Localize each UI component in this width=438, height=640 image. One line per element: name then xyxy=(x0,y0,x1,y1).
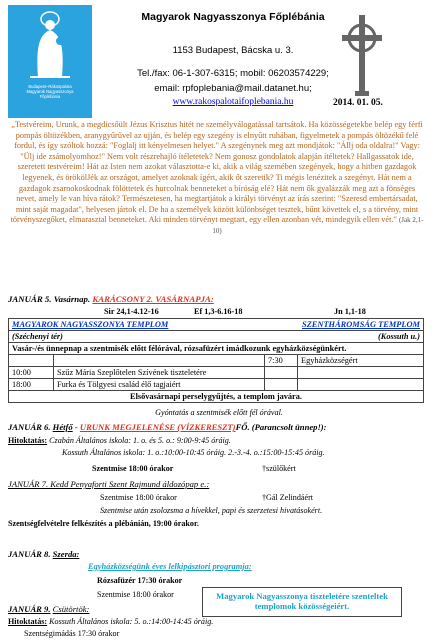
empty-cell xyxy=(54,355,265,367)
parish-email: email: rpfoplebania@mail.datanet.hu; xyxy=(154,83,312,94)
quote-reference: (Jak 2,1-10) xyxy=(212,216,424,235)
program-box: Magyarok Nagyasszonya tiszteletére szenteltek templomok közösségeiért. xyxy=(202,587,402,617)
monday-date: JANUÁR 6. xyxy=(8,422,51,432)
empty-cell xyxy=(298,379,424,391)
tuesday-mass-intention: †Gál Zelindáért xyxy=(262,493,314,502)
thursday-catechism xyxy=(8,617,213,626)
quote-text: „Testvéreim, Urunk, a megdicsőült Jézus Krisztus hitét ne személyválogatással tartsátok. Ha közösségetekbe belép egy férfi pompás öltözékben, aranygyűrűvel az ujján, és belép egy szegény is elnyűtt ruhában, figyelmetek a pompás öltözékű felé fordul, és így szóltok hozzá: "Foglalj itt kényelmesen helyet." A szegénynek meg azt mondjátok: "Állj oda oldalra!" Vagy: "Ülj ide zsámolyomhoz!" Nem volt részrehajló ítéletetek? Nem gonosz gondolatok alapján ítéltetek? Hallgassatok ide, szeretett testvéreim! Hát az Isten nem azokat választotta-e ki, akik a világ szemében szegények, hogy a hitben gazdagok legyenek, és örökölJék az országot, amelyet azoknak ígért, akik őt szeretik? Ti mégis lenézitek a szegényt. Hát nem a gazdagok zsarnokoskodnak fölöttetek és hurcolnak benneteket a bíróság elé? Hát nem ők gyalázzák meg azt a fönséges nevet, amely le van híva rátok? Természetesen, ha megtartjátok a királyi törvényt az írás szerint: "Szeresd embertársadat, mint saját magadat", helyesen jártok el. De ha a személyek között különbséget tesztek, bűnt követtek el, s a törvény, mint törvényszegőket, elmarasztal benneteket. Aki minden törvényt megtart, egy ellen azonban vét, mindegyik ellen vét." xyxy=(10,120,423,225)
logo-caption-line: Főplébánia xyxy=(39,94,61,100)
scripture-quote xyxy=(8,120,426,237)
catechism-line: Kossuth Általános iskola: 1. o.:10:00-10:45 óráig. 2.-3.-4. o.:15:00-15:45 óráig. xyxy=(62,448,325,457)
mass-time: 7:30 xyxy=(265,355,298,367)
table-row xyxy=(9,355,424,367)
reading-2: Ef 1,3-6.16-18 xyxy=(194,307,243,316)
tuesday-feast: JANUÁR 7. Kedd Penyaforti Szent Rajmund áldozópap e.: xyxy=(8,479,210,489)
bulletin-date: 2014. 01. 05. xyxy=(333,98,383,108)
mass-time: 10:00 xyxy=(9,367,54,379)
tuesday-heading xyxy=(8,479,209,489)
rosary-notice: Vasár-/és ünnepnap a szentmisék előtt félórával, rózsafüzért imádkozunk egyházközségünkért. xyxy=(9,343,424,355)
logo-caption xyxy=(10,84,90,100)
tuesday-vespers: Szentmise után zsolozsma a hívekkel, papi és szerzetesi hivatásokért. xyxy=(100,506,323,515)
logo-caption-line: Budapest–Rákospalota xyxy=(28,84,72,89)
parish-title: Magyarok Nagyasszonya Főplébánia xyxy=(141,11,325,23)
catechism-line: Kossuth Általános iskola: 5. o.:14:00-14:45 óráig. xyxy=(49,617,214,626)
madonna-icon xyxy=(8,5,92,85)
mass-intention: Furka és Tölgyesi család élő tagjaiért xyxy=(54,379,265,391)
parish-logo xyxy=(8,5,92,118)
empty-cell xyxy=(265,379,298,391)
parish-address: 1153 Budapest, Bácska u. 3. xyxy=(172,45,294,56)
table-row xyxy=(9,391,424,403)
celtic-cross-icon xyxy=(338,13,386,98)
empty-cell xyxy=(298,367,424,379)
monday-heading: JANUÁR 6. Hétfő - URUNK MEGJELENÉSE (VÍZKERESZT)FŐ. (Parancsolt ünnep!): xyxy=(8,422,327,432)
collection-notice: Elsővasárnapi perselygyűjtés, a templom javára. xyxy=(9,391,424,403)
table-row xyxy=(9,343,424,355)
wednesday-day: Szerda: xyxy=(52,549,80,559)
tuesday-mass: Szentmise 18:00 órakor xyxy=(100,493,177,502)
wednesday-rosary: Rózsafüzér 17:30 órakor xyxy=(97,576,183,585)
church2-cell xyxy=(265,319,424,331)
website-link[interactable]: www.rakospalotaifoplebania.hu xyxy=(172,97,294,107)
sunday-schedule-table xyxy=(8,318,424,403)
table-row xyxy=(9,319,424,331)
sunday-feast: KARÁCSONY 2. VASÁRNAPJA: xyxy=(92,294,214,304)
tuesday-confirmation: Szentségfelvételre felkészítés a plébánián, 19:00 órakor. xyxy=(8,519,199,528)
parish-program-title: Egyházközségünk éves lelkipásztori programja: xyxy=(88,562,252,571)
monday-mass: Szentmise 18:00 órakor xyxy=(92,464,174,473)
church1-cell xyxy=(9,319,265,331)
thursday-day: Csütörtök: xyxy=(52,604,90,614)
thursday-date: JANUÁR 9. xyxy=(8,604,51,614)
empty-cell xyxy=(265,367,298,379)
monday-feast: URUNK MEGJELENÉSE (VÍZKERESZT) xyxy=(79,422,236,432)
church1-name: MAGYAROK NAGYASSZONYA TEMPLOM xyxy=(12,319,169,329)
empty-cell xyxy=(9,355,54,367)
wednesday-date: JANUÁR 8. xyxy=(8,549,51,559)
thursday-heading xyxy=(8,604,89,614)
thursday-adoration: Szentségimádás 17:30 órakor xyxy=(24,629,120,638)
monday-mass-intention: †szülőkért xyxy=(262,464,296,473)
confession-notice: Gyóntatás a szentmisék előtt fél órával. xyxy=(155,408,283,417)
sunday-date: JANUÁR 5. Vasárnap. xyxy=(8,294,91,304)
logo-caption-line: Magyarok Nagyasszonya xyxy=(26,89,74,95)
mass-intention: Egyházközségért xyxy=(298,355,424,367)
mass-intention: Szűz Mária Szeplőtelen Szívének tiszteletére xyxy=(54,367,265,379)
reading-3: Jn 1,1-18 xyxy=(334,307,366,316)
church2-name: SZENTHÁROMSÁG TEMPLOM xyxy=(302,319,420,329)
sunday-heading xyxy=(8,294,214,304)
catechism-label: Hitoktatás: xyxy=(8,436,48,445)
church1-location: (Széchenyi tér) xyxy=(9,331,265,343)
monday-day: Hétfő xyxy=(52,422,73,432)
wednesday-mass: Szentmise 18:00 órakor xyxy=(97,590,174,599)
table-row xyxy=(9,379,424,391)
parish-website[interactable] xyxy=(96,97,370,107)
catechism-label: Hitoktatás: xyxy=(8,617,48,626)
catechism-line: Czabán Általános iskola: 1. o. és 5. o.: 9:00-9:45 óráig. xyxy=(49,436,231,445)
monday-catechism xyxy=(8,436,231,445)
monday-feast-suffix: FŐ. (Parancsolt ünnep!): xyxy=(235,422,327,432)
church2-location: (Kossuth u.) xyxy=(265,331,424,343)
mass-time: 18:00 xyxy=(9,379,54,391)
wednesday-heading xyxy=(8,549,79,559)
table-row xyxy=(9,367,424,379)
parish-phone: Tel./fax: 06-1-307-6315; mobil: 06203574229; xyxy=(137,68,329,79)
reading-1: Sir 24,1-4.12-16 xyxy=(104,307,159,316)
table-row xyxy=(9,331,424,343)
